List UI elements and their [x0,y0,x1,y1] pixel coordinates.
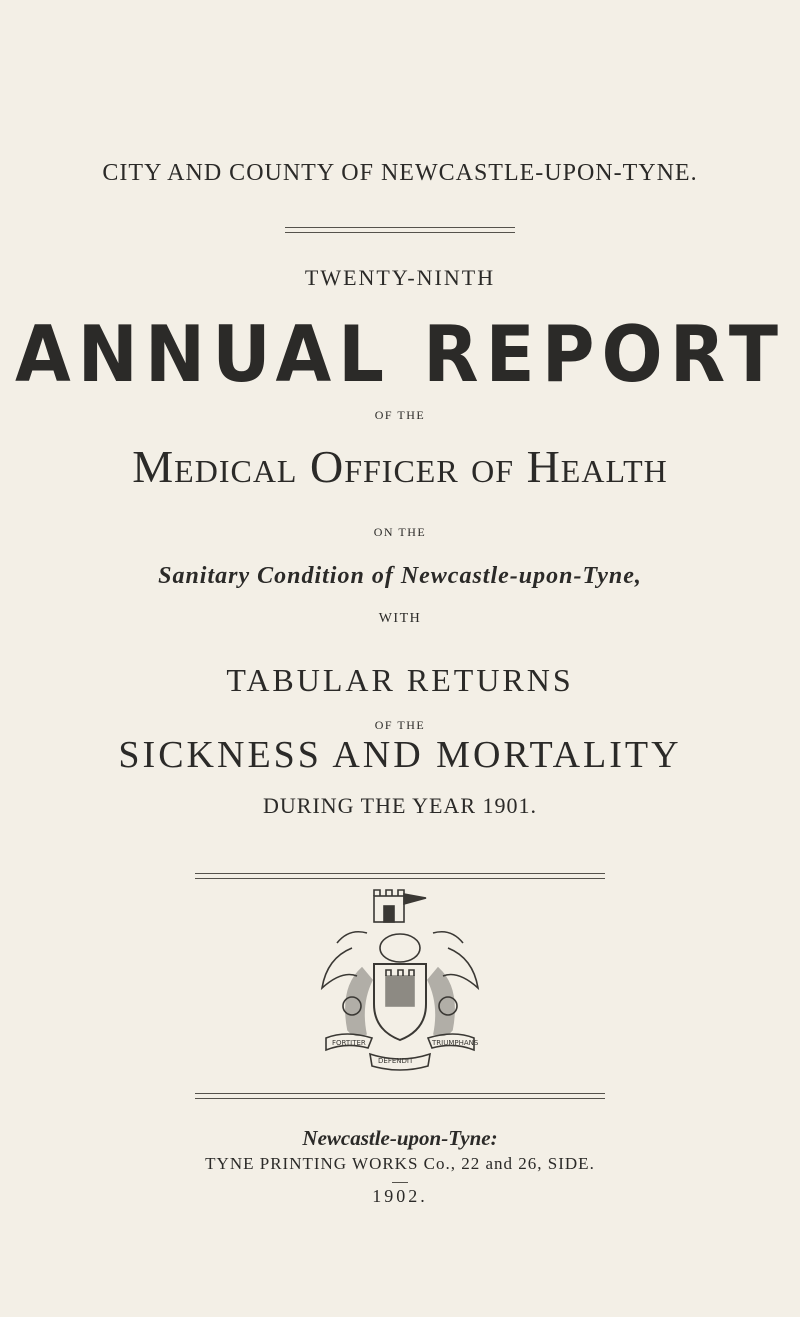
sickness-mortality: SICKNESS AND MORTALITY [118,734,682,776]
city-heading: CITY AND COUNTY OF NEWCASTLE-UPON-TYNE. [102,160,698,186]
report-ordinal: TWENTY-NINTH [304,265,496,290]
coat-of-arms-icon [312,888,488,1074]
subject-line: Sanitary Condition of Newcastle-upon-Tyne, [158,563,642,589]
motto-left: FORTITER [332,1039,366,1047]
of-the-line: OF THE [374,408,426,422]
with-line: WITH [378,611,422,626]
tabular-returns: TABULAR RETURNS [226,662,574,698]
double-rule-middle [195,873,605,879]
motto-center: DEFENDIT [378,1057,414,1065]
imprint-printer: TYNE PRINTING WORKS Co., 22 and 26, SIDE. [205,1154,595,1173]
imprint-place: Newcastle-upon-Tyne: [302,1126,498,1150]
report-title: ANNUAL REPORT [14,308,786,400]
year-line: DURING THE YEAR 1901. [263,793,537,818]
imprint-year: 1902. [372,1186,428,1206]
of-the-line-2: OF THE [374,718,426,732]
motto-right: TRIUMPHANS [432,1039,479,1047]
double-rule-top [285,227,515,233]
officer-title: Medical Officer of Health [132,441,668,492]
imprint-dash [392,1182,408,1183]
double-rule-bottom [195,1093,605,1099]
on-the-line: ON THE [373,525,427,539]
